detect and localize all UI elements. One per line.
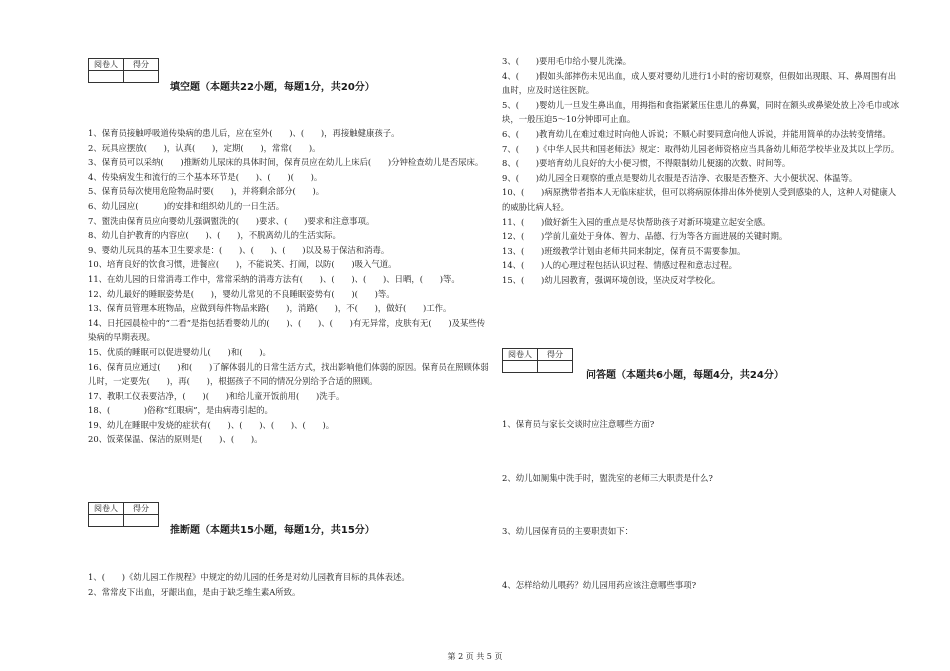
list-item: 9、婴幼儿玩具的基本卫生要求是：( )、( )、( )以及易于保洁和消毒。 xyxy=(88,244,390,255)
list-item: 12、( )学前儿童处于身体、智力、品德、行为等各方面进展的关键时期。 xyxy=(502,231,788,242)
list-item: 15、( )幼儿园教育，强调环境创设，坚决反对学校化。 xyxy=(502,274,721,285)
list-item: 8、( )要培育幼儿良好的大小便习惯，不得限制幼儿便溺的次数、时间等。 xyxy=(502,158,791,169)
list-item: 14、( )人的心理过程包括认识过程、情感过程和意志过程。 xyxy=(502,260,737,271)
list-item: 7、( )《中华人民共和国老师法》规定：取得幼儿园老师资格应当具备幼儿师范学校毕业及其以上学历。 xyxy=(502,143,900,154)
list-item: 13、( )班级教学计划由老师共同来制定，保育员不需要参加。 xyxy=(502,245,746,256)
list-item: 12、幼儿最好的睡眠姿势是( )，婴幼儿常见的不良睡眠姿势有( )( )等。 xyxy=(88,288,395,299)
list-item: 11、在幼儿园的日常消毒工作中，常常采纳的消毒方法有( )、( )、( )、日晒，( )等。 xyxy=(88,273,460,284)
list-item: 4、传染病发生和流行的三个基本环节是( )、( )( )。 xyxy=(88,171,323,182)
list-item: 4、怎样给幼儿喂药？幼儿园用药应该注意哪些事项? xyxy=(502,579,697,590)
score-box-reviewer-cell xyxy=(503,361,538,373)
list-item: 18、( )俗称“红眼病”，是由病毒引起的。 xyxy=(88,405,273,416)
score-box-score-label: 得分 xyxy=(538,349,573,361)
list-item: 6、幼儿园应( )的安排和组织幼儿的一日生活。 xyxy=(88,200,285,211)
fill-blank-list xyxy=(88,126,493,447)
list-item: 1、( )《幼儿园工作规程》中规定的幼儿园的任务是对幼儿园教育目标的具体表述。 xyxy=(88,572,410,582)
judge-list-left xyxy=(88,570,493,599)
score-box-score-cell xyxy=(538,361,573,373)
score-box-reviewer-label: 阅卷人 xyxy=(89,59,124,71)
list-item: 10、( )病原携带者指本人无临床症状，但可以将病原体排出体外使别人受到感染的人，这种人对健康人的威胁比病人轻。 xyxy=(502,187,897,212)
judge-list-right xyxy=(502,54,902,288)
list-item: 7、盥洗由保育员应向婴幼儿强调盥洗的( )要求、( )要求和注意事项。 xyxy=(88,215,375,226)
list-item: 3、( )要用毛巾给小婴儿洗澡。 xyxy=(502,56,632,66)
list-item: 8、幼儿自护教育的内容应( )、( )，不脱离幼儿的生活实际。 xyxy=(88,230,341,241)
list-item: 2、玩具应摆放( )，认真( )，定期( )，常常( )。 xyxy=(88,142,321,153)
list-item: 14、日托园晨检中的“二看”是指包括看婴幼儿的( )、( )、( )有无异常，皮肤有无( )及某些传染病的早期表现。 xyxy=(88,317,486,343)
score-box xyxy=(88,58,159,83)
qa-title: 问答题（本题共6小题，每题4分，共24分） xyxy=(586,370,784,381)
score-box-reviewer-cell xyxy=(89,515,124,527)
list-item: 2、常常皮下出血，牙龈出血，是由于缺乏维生素A所致。 xyxy=(88,586,301,597)
score-box-score-label: 得分 xyxy=(124,59,159,71)
list-item: 11、( )做好新生入园的重点是尽快帮助孩子对新环境建立起安全感。 xyxy=(502,216,771,227)
list-item: 19、幼儿在睡眠中发烧的症状有( )、( )、( )、( )。 xyxy=(88,419,335,430)
score-box xyxy=(88,502,159,527)
list-item: 20、饭菜保温、保洁的原则是( )、( )。 xyxy=(88,434,263,445)
list-item: 3、幼儿园保育员的主要职责如下： xyxy=(502,526,633,537)
list-item: 3、保育员可以采纳( )推断幼儿尿床的具体时间，保育员应在幼儿上床后( )分钟检查幼儿是否尿床。 xyxy=(88,157,484,168)
list-item: 16、保育员应通过( )和( )了解体弱儿的日常生活方式，找出影响他们体弱的原因。保育员在照顾体弱儿时，一定要先( )，再( )，根据孩子不同的情况分别给予合适的照顾。 xyxy=(88,361,489,387)
list-item: 15、优质的睡眠可以促进婴幼儿( )和( )。 xyxy=(88,346,271,357)
score-box-score-cell xyxy=(124,515,159,527)
score-box-reviewer-label: 阅卷人 xyxy=(89,503,124,515)
score-box-score-label: 得分 xyxy=(124,503,159,515)
list-item: 17、教职工仪表要洁净，( )( )和给儿童开饭前用( )洗手。 xyxy=(88,390,345,401)
score-box xyxy=(502,348,573,373)
list-item: 10、培育良好的饮食习惯，进餐应( )，不能说笑、打闹，以防( )吸入气道。 xyxy=(88,259,397,270)
score-box-reviewer-label: 阅卷人 xyxy=(503,349,538,361)
list-item: 5、保育员每次使用危险物品时要( )，并将剩余部分( )。 xyxy=(88,186,325,197)
list-item: 13、保育员管理本班物品，应做到每件物品来路( )，消路( )，不( )，做好( )工作。 xyxy=(88,303,452,314)
score-box-reviewer-cell xyxy=(89,71,124,83)
fill-blank-title: 填空题（本题共22小题，每题1分，共20分） xyxy=(170,82,375,93)
list-item: 1、保育员与家长交谈时应注意哪些方面? xyxy=(502,419,655,429)
score-box-score-cell xyxy=(124,71,159,83)
qa-list xyxy=(502,417,902,631)
list-item: 2、幼儿如厕集中洗手时，盥洗室的老师三大职责是什么? xyxy=(502,472,713,483)
list-item: 1、保育员接触呼吸道传染病的患儿后，应在室外( )、( )，再接触健康孩子。 xyxy=(88,128,400,138)
page-number-footer: 第 2 页 共 5 页 xyxy=(447,652,503,661)
list-item: 9、( )幼儿园全日观察的重点是婴幼儿衣服是否洁净、衣服是否整齐、大小便状况、体温等。 xyxy=(502,172,858,183)
judge-title: 推断题（本题共15小题，每题1分，共15分） xyxy=(170,525,375,536)
list-item: 6、( )教育幼儿在难过难过时向他人诉说；不顺心时要同意向他人诉说，并能用简单的办法转变情绪。 xyxy=(502,128,891,139)
list-item: 5、( )婴幼儿一旦发生鼻出血，用拇指和食指紧紧压住患儿的鼻翼，同时在额头或鼻梁处放上冷毛巾或冰块，一般压迫5～10分钟即可止血。 xyxy=(502,99,900,125)
list-item: 4、( )假如头部摔伤未见出血，成人要对婴幼儿进行1小时的密切观察，但假如出现眼、耳、鼻周围有出血时，应及时送往医院。 xyxy=(502,70,897,96)
